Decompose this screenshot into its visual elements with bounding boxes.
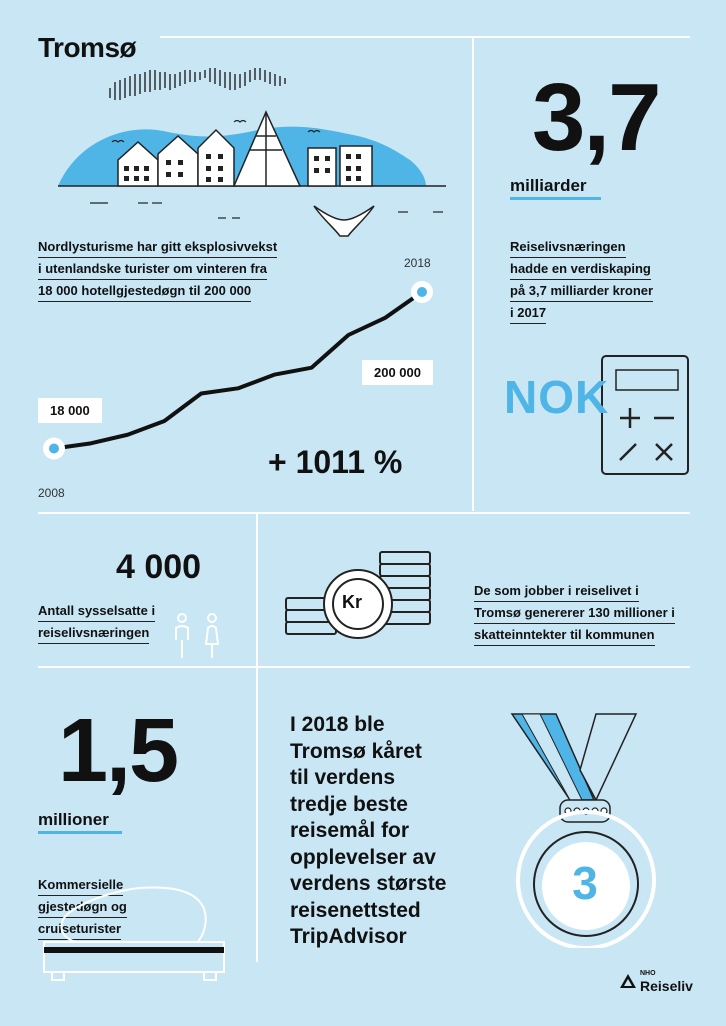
medal-rank: 3 bbox=[572, 857, 598, 909]
bed-icon bbox=[40, 868, 240, 988]
guests-number: 1,5 bbox=[58, 701, 178, 801]
tax-description: De som jobber i reiselivet i Tromsø genererer 130 millioner i skatteinntekter til kommunen bbox=[474, 580, 675, 646]
calculator-icon bbox=[598, 352, 694, 478]
growth-percentage: + 1011 % bbox=[268, 444, 403, 480]
value-creation-underline bbox=[510, 197, 601, 200]
currency-label: NOK bbox=[504, 371, 610, 423]
divider-top bbox=[160, 36, 690, 38]
chart-start-point-dot bbox=[49, 444, 59, 454]
logo-top-text: NHO bbox=[640, 970, 656, 977]
tromso-landscape-illustration bbox=[38, 60, 458, 240]
coin-label: Kr bbox=[342, 592, 363, 612]
chart-end-point-dot bbox=[417, 287, 427, 297]
people-icon bbox=[172, 612, 226, 660]
value-creation-unit: milliarder bbox=[510, 176, 587, 195]
value-creation-number: 3,7 bbox=[532, 64, 660, 171]
divider-middle-1 bbox=[38, 512, 690, 514]
guests-description: Kommersielle gjestedøgn og cruiseturister bbox=[38, 874, 127, 940]
chart-end-year: 2018 bbox=[404, 256, 431, 270]
employment-description: Antall sysselsatte i reiselivsnæringen bbox=[38, 600, 155, 644]
page-title: Tromsø bbox=[38, 32, 137, 63]
aurora-icon bbox=[110, 68, 285, 100]
guests-unit: millioner bbox=[38, 810, 109, 829]
guests-underline bbox=[38, 831, 122, 834]
medal-icon bbox=[500, 708, 680, 948]
tourism-description: Nordlysturisme har gitt eksplosivvekst i utenlandske turister om vinteren fra 18 000 hotellgjestedøgn til 200 000 bbox=[38, 236, 277, 302]
award-text: I 2018 ble Tromsø kåret til verdens tredje beste reisemål for opplevelser av verdens største reisenettsted TripAdvisor bbox=[290, 713, 447, 948]
whale-tail-icon bbox=[314, 206, 374, 236]
employment-number: 4 000 bbox=[116, 548, 202, 586]
value-creation-description: Reiselivsnæringen hadde en verdiskaping på 3,7 milliarder kroner i 2017 bbox=[510, 236, 653, 324]
divider-vertical-1 bbox=[472, 36, 474, 511]
logo-bottom-text: Reiseliv bbox=[640, 978, 693, 994]
nho-logo-icon bbox=[618, 972, 638, 992]
divider-vertical-2 bbox=[256, 512, 258, 962]
chart-start-label: 18 000 bbox=[38, 398, 102, 423]
divider-middle-2 bbox=[38, 666, 690, 668]
chart-start-year: 2008 bbox=[38, 486, 65, 500]
chart-end-label: 200 000 bbox=[362, 360, 433, 385]
